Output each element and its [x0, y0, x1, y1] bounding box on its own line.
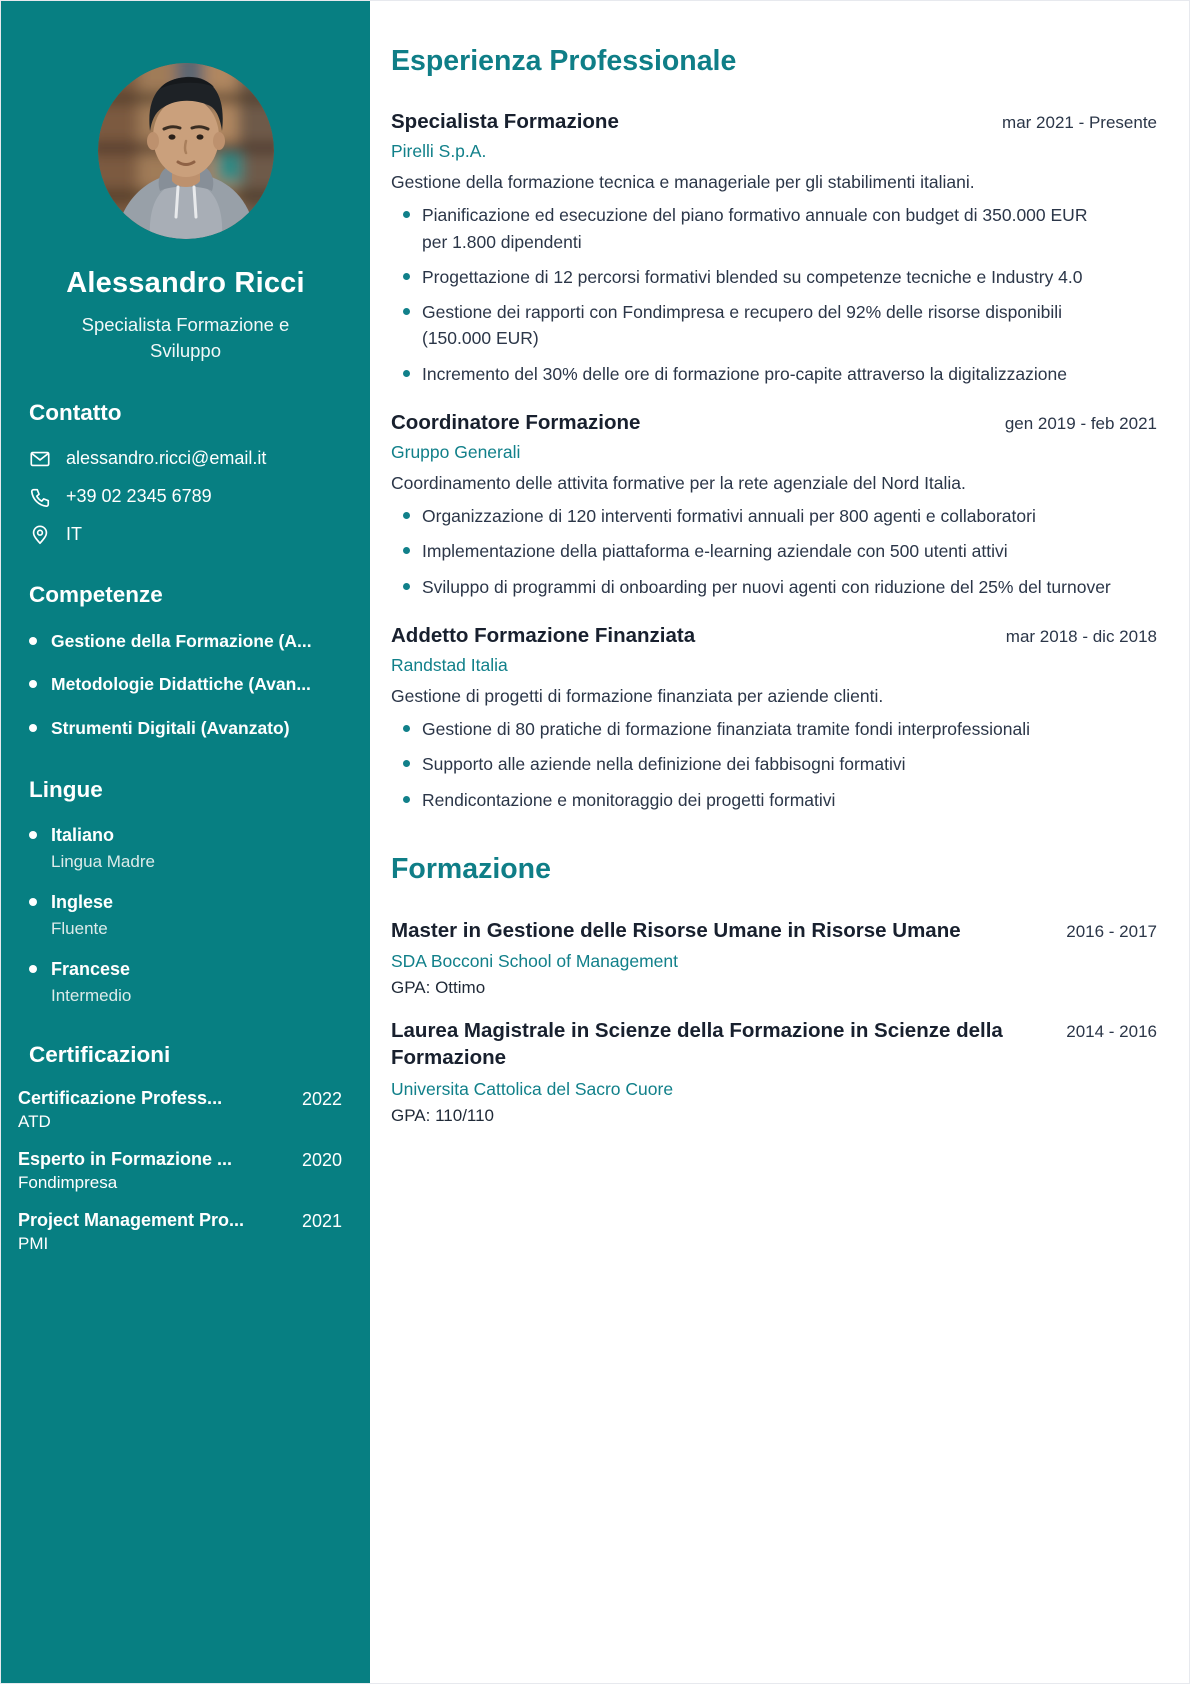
person-role: Specialista Formazione e Sviluppo [81, 314, 290, 361]
education-entry [391, 918, 1157, 999]
language-level: Lingua Madre [51, 851, 155, 871]
person-name: Alessandro Ricci [66, 267, 305, 299]
contact-section [29, 400, 342, 546]
contact-heading: Contatto [29, 399, 122, 425]
job-dates: gen 2019 - feb 2021 [1004, 413, 1157, 433]
job-entry [391, 624, 1157, 813]
contact-location: IT [66, 524, 82, 545]
job-bullet: Incremento del 30% delle ore di formazione pro-capite attraverso la digitalizzazione [422, 361, 1112, 387]
skill-item [29, 673, 342, 697]
education-dates: 2016 - 2017 [1066, 921, 1157, 941]
main-content [370, 1, 1189, 1683]
contact-phone-row [29, 486, 342, 508]
job-bullet: Organizzazione di 120 interventi formativi annuali per 800 agenti e collaboratori [422, 503, 1112, 529]
bullet-dot [29, 831, 37, 839]
skill-label: Gestione della Formazione (A... [51, 630, 312, 651]
certification-item [18, 1149, 342, 1193]
degree-title: Laurea Magistrale in Scienze della Formazione in Scienze della Formazione [391, 1019, 1003, 1070]
contact-email-row [29, 448, 342, 470]
job-summary: Gestione di progetti di formazione finanziata per aziende clienti. [391, 685, 884, 706]
experience-heading: Esperienza Professionale [391, 45, 737, 77]
avatar [98, 63, 274, 239]
phone-icon [29, 486, 51, 508]
job-dates: mar 2018 - dic 2018 [1005, 626, 1157, 646]
job-bullet: Rendicontazione e monitoraggio dei progetti formativi [422, 787, 1112, 813]
language-item [29, 892, 342, 939]
certifications-heading: Certificazioni [29, 1041, 171, 1067]
bullet-dot [29, 965, 37, 973]
job-dates: mar 2021 - Presente [1002, 113, 1157, 132]
language-level: Fluente [51, 918, 108, 938]
email-icon [29, 448, 51, 470]
school-name: Universita Cattolica del Sacro Cuore [391, 1078, 674, 1099]
certification-year: 2020 [301, 1149, 342, 1170]
language-item [29, 825, 342, 872]
bullet-dot [29, 637, 37, 645]
bullet-dot [29, 724, 37, 732]
job-title: Specialista Formazione [391, 110, 619, 133]
job-summary: Coordinamento delle attivita formative per la rete agenziale del Nord Italia. [391, 472, 966, 493]
skill-item [29, 630, 342, 654]
certification-item [18, 1088, 342, 1132]
gpa-value: GPA: Ottimo [391, 978, 486, 998]
education-entry [391, 1018, 1157, 1125]
job-bullet: Supporto alle aziende nella definizione dei fabbisogni formativi [422, 751, 1112, 777]
profile-photo-illustration [98, 63, 274, 239]
certification-issuer: PMI [18, 1233, 49, 1253]
job-bullet-list [391, 716, 1157, 813]
job-entry [391, 411, 1157, 600]
certification-name: Esperto in Formazione ... [18, 1148, 233, 1169]
job-entry [391, 110, 1157, 387]
skill-item [29, 717, 342, 741]
language-name: Inglese [51, 891, 114, 912]
skill-label: Metodologie Didattiche (Avan... [51, 674, 311, 695]
education-heading: Formazione [391, 852, 551, 885]
job-bullet-list [391, 202, 1157, 387]
job-bullet: Gestione dei rapporti con Fondimpresa e recupero del 92% delle risorse disponibili (150.000 EUR) [422, 299, 1112, 352]
location-pin-icon [29, 524, 51, 546]
skills-heading: Competenze [29, 581, 163, 607]
certification-name: Certificazione Profess... [18, 1087, 223, 1108]
skill-label: Strumenti Digitali (Avanzato) [51, 718, 290, 739]
certification-year: 2022 [301, 1088, 342, 1109]
certification-item [18, 1210, 342, 1254]
job-bullet: Sviluppo di programmi di onboarding per nuovi agenti con riduzione del 25% del turnover [422, 574, 1112, 600]
language-item [29, 959, 342, 1006]
job-bullet-list [391, 503, 1157, 600]
contact-email: alessandro.ricci@email.it [66, 448, 267, 469]
language-level: Intermedio [51, 985, 132, 1005]
skills-section [29, 582, 342, 741]
job-company: Pirelli S.p.A. [391, 141, 487, 161]
languages-section [29, 777, 342, 1006]
job-bullet: Implementazione della piattaforma e-learning aziendale con 500 utenti attivi [422, 538, 1112, 564]
job-summary: Gestione della formazione tecnica e manageriale per gli stabilimenti italiani. [391, 172, 975, 192]
gpa-value: GPA: 110/110 [391, 1105, 495, 1125]
education-dates: 2014 - 2016 [1066, 1022, 1157, 1042]
bullet-dot [29, 680, 37, 688]
job-title: Coordinatore Formazione [391, 410, 641, 434]
job-bullet: Gestione di 80 pratiche di formazione finanziata tramite fondi interprofessionali [422, 716, 1112, 742]
job-bullet: Progettazione di 12 percorsi formativi blended su competenze tecniche e Industry 4.0 [422, 264, 1112, 290]
certification-year: 2021 [301, 1210, 342, 1231]
certification-issuer: ATD [18, 1111, 51, 1131]
contact-phone: +39 02 2345 6789 [66, 486, 212, 507]
certification-name: Project Management Pro... [18, 1209, 245, 1230]
bullet-dot [29, 898, 37, 906]
job-title: Addetto Formazione Finanziata [391, 623, 696, 647]
school-name: SDA Bocconi School of Management [391, 951, 678, 972]
language-name: Francese [51, 958, 131, 979]
contact-location-row [29, 524, 342, 546]
sidebar [1, 1, 370, 1683]
job-company: Randstad Italia [391, 654, 508, 675]
job-bullet: Pianificazione ed esecuzione del piano formativo annuale con budget di 350.000 EUR per 1.800 dipendenti [422, 202, 1112, 255]
job-company: Gruppo Generali [391, 441, 521, 462]
certifications-section [18, 1041, 342, 1254]
languages-heading: Lingue [29, 776, 103, 802]
certification-issuer: Fondimpresa [18, 1172, 118, 1192]
language-name: Italiano [51, 824, 115, 845]
degree-title: Master in Gestione delle Risorse Umane in Risorse Umane [391, 918, 961, 942]
